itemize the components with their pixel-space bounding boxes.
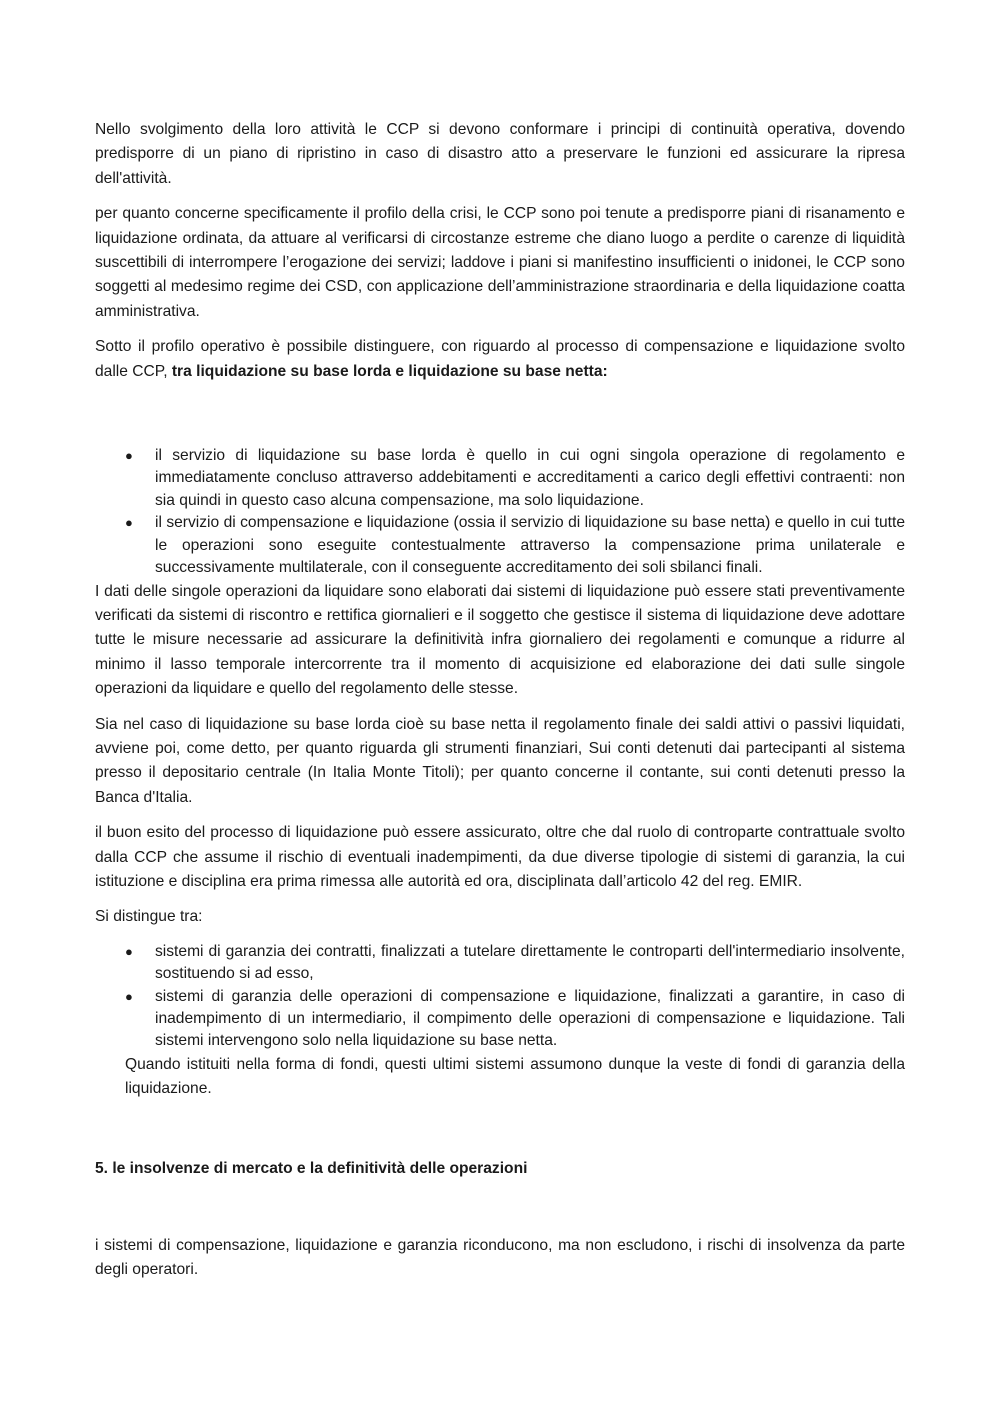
list-item	[95, 941, 905, 986]
paragraph-buon-esito: il buon esito del processo di liquidazione può essere assicurato, oltre che dal ruolo di controparte contrattuale svolto dalla CCP che assume il rischio di eventuali inadempimenti, da due diverse tipologie di sistemi di garanzia, la cui istituzione e disciplina era prima rimessa alle autorità ed ora, disciplinata dall’articolo 42 del reg. EMIR.	[95, 824, 905, 890]
paragraph-regolamento-saldi: Sia nel caso di liquidazione su base lorda cioè su base netta il regolamento finale dei saldi attivi o passivi liquidati, avviene poi, come detto, per quanto riguarda gli strumenti finanziari, Sui conti detenuti dai partecipanti al sistema presso il depositario centrale (In Italia Monte Titoli); per quanto concerne il contante, sui conti detenuti presso la Banca d'Italia.	[95, 715, 905, 806]
paragraph-profilo-operativo	[95, 335, 905, 384]
paragraph-si-distingue: Si distingue tra:	[95, 908, 203, 926]
paragraph-continuita-operativa: Nello svolgimento della loro attività le CCP si devono conformare i principi di continuità operativa, dovendo predisporre di un piano di ripristino in caso di disastro atto a preservare le funzioni ed assicurare la ripresa dell'attività.	[95, 121, 905, 187]
bullet-icon: ●	[125, 988, 133, 1004]
bullet-icon: ●	[125, 943, 133, 959]
list-item-text: sistemi di garanzia delle operazioni di compensazione e liquidazione, finalizzati a garantire, in caso di inadempimento di un intermediario, il compimento delle operazioni di compensazione e liquidazione. Tali sistemi intervengono solo nella liquidazione su base netta.	[155, 987, 905, 1050]
bullet-icon: ●	[125, 515, 133, 531]
document-page	[95, 118, 905, 1294]
list-item	[95, 445, 905, 512]
list-item-text: il servizio di compensazione e liquidazione (ossia il servizio di liquidazione su base netta) e quello in cui tutte le operazioni sono eseguite contestualmente attraverso la compensazione prima unilaterale e successivamente multilaterale, con il conseguente accreditamento dei soli sbilanci finali.	[155, 514, 905, 577]
paragraph-dati-operazioni: I dati delle singole operazioni da liquidare sono elaborati dai sistemi di liquidazione può essere stati preventivamente verificati da sistemi di riscontro e rettifica giornalieri e il soggetto che gestisce il sistema di liquidazione deve adottare tutte le misure necessarie ad assicurare la definitività infra giornaliero dei regolamenti e comunque a ridurre al minimo il lasso temporale intercorrente tra il momento di acquisizione ed elaborazione dei dati sulle singole operazioni da liquidare e quello del regolamento delle stesse.	[95, 582, 905, 698]
list-item-text: il servizio di liquidazione su base lorda è quello in cui ogni singola operazione di regolamento e immediatamente concluso attraverso addebitamenti e accreditamenti a carico degli effettivi contraenti: non sia quindi in questo caso alcuna compensazione, ma solo liquidazione.	[155, 447, 905, 509]
paragraph-rischi-insolvenza: i sistemi di compensazione, liquidazione e garanzia riconducono, ma non escludono, i rischi di insolvenza da parte degli operatori.	[95, 1237, 905, 1279]
bullet-list-liquidazione	[95, 445, 905, 579]
list-item	[95, 986, 905, 1053]
spacer	[95, 1181, 905, 1234]
paragraph-profilo-operativo-text: Sotto il profilo operativo è possibile distinguere, con riguardo al processo di compensazione e liquidazione svolto dalle CCP,	[95, 338, 905, 380]
paragraph-profilo-operativo-bold: tra liquidazione su base lorda e liquidazione su base netta:	[171, 362, 608, 380]
section-heading: 5. le insolvenze di mercato e la definitività delle operazioni	[95, 1159, 528, 1177]
paragraph-profilo-crisi: per quanto concerne specificamente il profilo della crisi, le CCP sono poi tenute a predisporre piani di risanamento e liquidazione ordinata, da attuare al verificarsi di circostanze estreme che diano luogo a perdite o carenze di liquidità suscettibili di interrompere l’erogazione dei servizi; laddove i piani si manifestino insufficienti o inidonei, le CCP sono soggetti al medesimo regime dei CSD, con applicazione dell’amministrazione straordinaria e della liquidazione coatta amministrativa.	[95, 205, 905, 320]
list-item	[95, 512, 905, 579]
paragraph-fondi-garanzia: Quando istituiti nella forma di fondi, questi ultimi sistemi assumono dunque la veste di fondi di garanzia della liquidazione.	[125, 1055, 905, 1098]
spacer	[95, 384, 905, 445]
spacer	[95, 1113, 905, 1157]
bullet-list-garanzia	[95, 941, 905, 1053]
bullet-icon: ●	[125, 448, 133, 464]
list-item-text: sistemi di garanzia dei contratti, finalizzati a tutelare direttamente le controparti dell'intermediario insolvente, sostituendo si ad esso,	[155, 942, 905, 983]
